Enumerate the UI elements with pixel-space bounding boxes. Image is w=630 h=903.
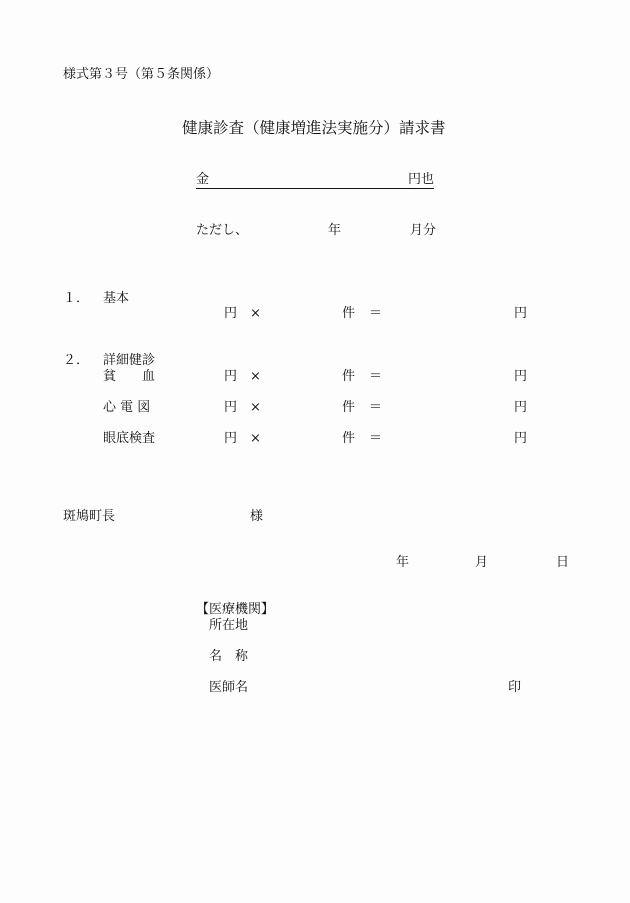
section2-number: ２． — [63, 353, 90, 368]
count-unit: 件 — [342, 400, 356, 415]
exam-name: 眼底検査 — [103, 431, 156, 446]
unit-yen: 円 — [224, 306, 238, 321]
amount-prefix: 金 — [196, 172, 210, 187]
section1-number: １． — [63, 291, 90, 306]
total-yen: 円 — [514, 369, 528, 384]
period-month: 月分 — [410, 223, 437, 238]
equals-sign: ＝ — [369, 306, 383, 321]
times-sign: × — [250, 400, 261, 415]
unit-yen: 円 — [224, 400, 238, 415]
times-sign: × — [250, 431, 261, 446]
equals-sign: ＝ — [369, 431, 383, 446]
doctor-name-label: 医師名 — [209, 680, 249, 695]
date-month: 月 — [475, 555, 489, 570]
date-day: 日 — [556, 555, 570, 570]
exam-name: 心 電 図 — [103, 400, 151, 415]
count-unit: 件 — [342, 306, 356, 321]
period-year: 年 — [328, 223, 342, 238]
addressee-honorific: 様 — [250, 509, 264, 524]
total-yen: 円 — [514, 400, 528, 415]
times-sign: × — [250, 369, 261, 384]
section1-label: 基本 — [103, 291, 130, 306]
date-year: 年 — [396, 555, 410, 570]
total-yen: 円 — [514, 306, 528, 321]
times-sign: × — [250, 306, 261, 321]
total-yen: 円 — [514, 431, 528, 446]
period-label: ただし、 — [196, 223, 249, 238]
institution-header: 【医療機関】 — [196, 602, 275, 617]
amount-suffix: 円也 — [407, 172, 434, 187]
count-unit: 件 — [342, 369, 356, 384]
equals-sign: ＝ — [369, 369, 383, 384]
unit-yen: 円 — [224, 369, 238, 384]
addressee-name: 斑鳩町長 — [63, 509, 116, 524]
institution-address-label: 所在地 — [209, 618, 249, 633]
unit-yen: 円 — [224, 431, 238, 446]
equals-sign: ＝ — [369, 400, 383, 415]
form-number: 様式第３号（第５条関係） — [63, 67, 220, 82]
count-unit: 件 — [342, 431, 356, 446]
exam-name: 貧 血 — [103, 369, 156, 384]
section2-label: 詳細健診 — [103, 353, 156, 368]
amount-line — [196, 173, 434, 189]
institution-name-label: 名 称 — [209, 649, 249, 664]
seal-mark: 印 — [508, 680, 522, 695]
page-title: 健康診査（健康増進法実施分）請求書 — [182, 119, 446, 137]
